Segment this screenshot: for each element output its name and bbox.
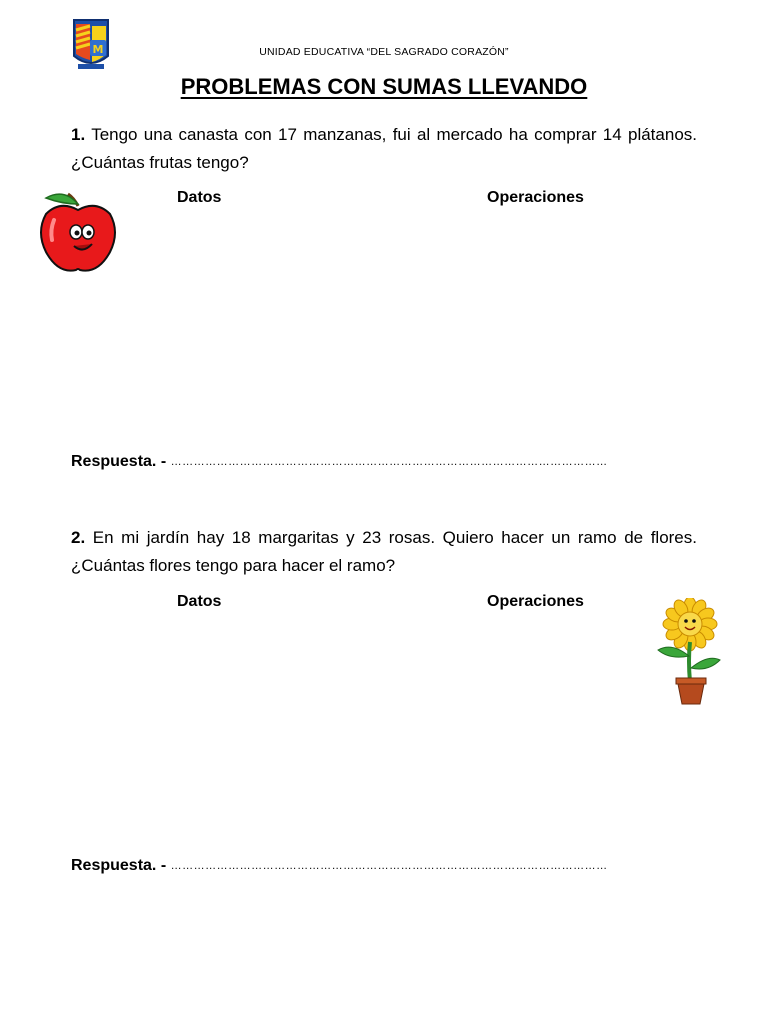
problem-2 [71, 524, 697, 580]
problem-1-answer-label: Respuesta. - [71, 453, 167, 470]
page-title: PROBLEMAS CON SUMAS LLEVANDO [180, 74, 588, 99]
problem-1-number: 1. [71, 125, 86, 144]
sunflower-icon [654, 598, 724, 708]
problem-2-data-label: Datos [177, 593, 222, 610]
problem-1 [71, 121, 697, 177]
problem-1-answer-line[interactable]: …………………………………………………………………………………………………… [170, 456, 608, 468]
problem-2-operations-label: Operaciones [487, 593, 584, 610]
problem-2-answer-label: Respuesta. - [71, 857, 167, 874]
logo-letter: M [92, 43, 104, 56]
problem-1-answer [71, 453, 608, 471]
problem-1-text: Tengo una canasta con 17 manzanas, fui al mercado ha comprar 14 plátanos. ¿Cuántas frutas tengo? [71, 125, 697, 172]
problem-1-data-label: Datos [177, 189, 222, 206]
problem-2-number: 2. [71, 528, 86, 547]
school-logo [70, 16, 112, 72]
problem-1-operations-label: Operaciones [487, 189, 584, 206]
problem-2-text: En mi jardín hay 18 margaritas y 23 rosas. Quiero hacer un ramo de flores. ¿Cuántas flores tengo para hacer el ramo? [71, 528, 697, 575]
school-name: UNIDAD EDUCATIVA “DEL SAGRADO CORAZÓN” [259, 46, 509, 58]
problem-2-answer-line[interactable]: …………………………………………………………………………………………………… [170, 860, 608, 872]
problem-2-answer [71, 857, 608, 875]
apple-icon [38, 190, 118, 276]
